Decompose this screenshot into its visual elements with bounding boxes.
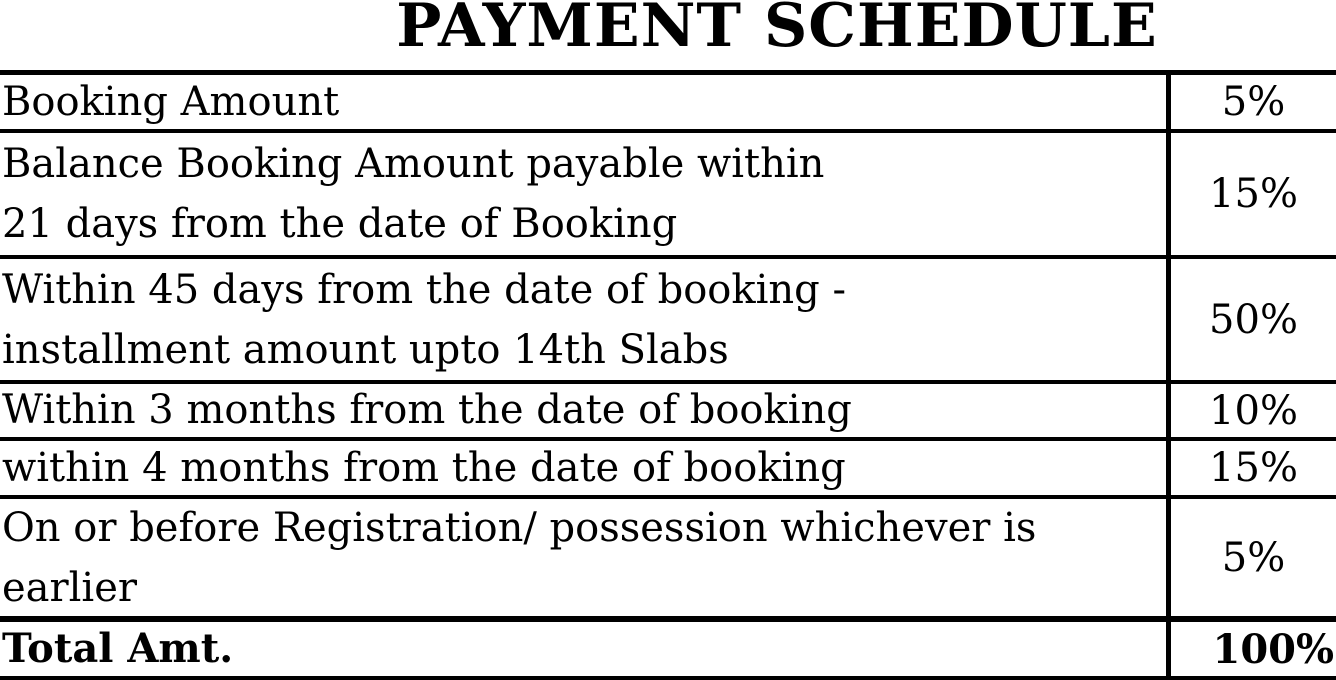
total-label-text: Total Amt. <box>2 625 234 672</box>
total-value: 100% <box>1166 622 1336 676</box>
table-row <box>0 441 1336 499</box>
row-percentage: 50% <box>1166 259 1336 380</box>
row-description-line1: Within 45 days from the date of booking - <box>2 266 847 313</box>
row-percentage: 5% <box>1166 499 1336 616</box>
table-row <box>0 499 1336 622</box>
row-percentage: 15% <box>1166 441 1336 495</box>
row-description-text: Within 3 months from the date of booking <box>2 387 852 433</box>
row-description <box>0 75 1166 129</box>
payment-schedule-table <box>0 70 1336 680</box>
table-row <box>0 133 1336 259</box>
table-row <box>0 384 1336 441</box>
table-row <box>0 259 1336 384</box>
row-description-text: Booking Amount <box>2 79 340 125</box>
row-percentage: 10% <box>1166 384 1336 437</box>
row-description <box>0 441 1166 495</box>
row-description-line1: Balance Booking Amount payable within <box>2 141 825 187</box>
row-description <box>0 384 1166 437</box>
row-description <box>0 259 1166 380</box>
row-description <box>0 133 1166 255</box>
row-description-line2: installment amount upto 14th Slabs <box>2 326 729 373</box>
row-description-text: within 4 months from the date of booking <box>2 445 846 491</box>
page-title: PAYMENT SCHEDULE <box>396 0 1158 61</box>
row-description <box>0 499 1166 616</box>
row-description-line1: On or before Registration/ possession whichever is <box>2 504 1037 551</box>
row-description-line2: 21 days from the date of Booking <box>2 201 678 247</box>
row-percentage: 15% <box>1166 133 1336 255</box>
row-percentage: 5% <box>1166 75 1336 129</box>
row-description-line2: earlier <box>2 564 138 611</box>
total-label <box>0 622 1166 676</box>
table-row <box>0 75 1336 133</box>
total-row <box>0 622 1336 680</box>
